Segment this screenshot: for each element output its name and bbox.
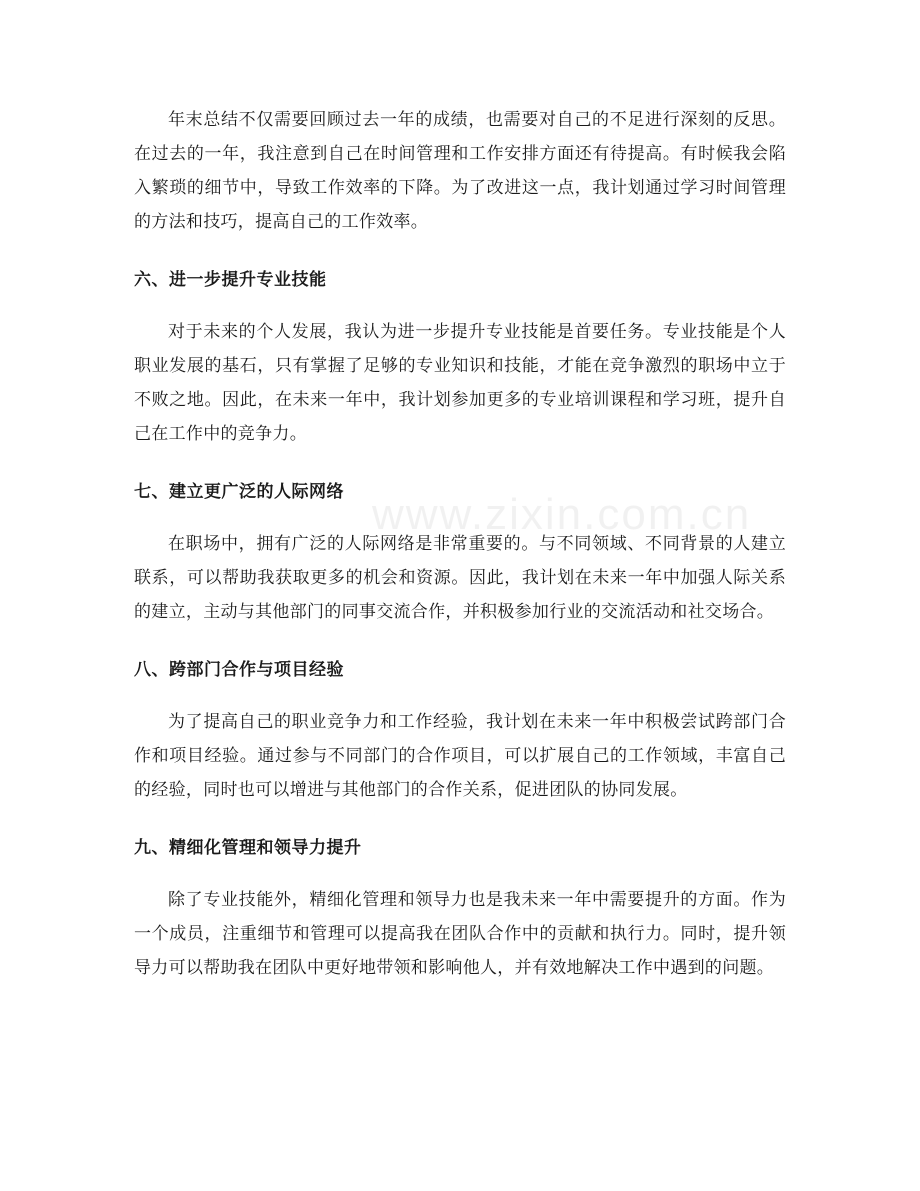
intro-paragraph: 年末总结不仅需要回顾过去一年的成绩，也需要对自己的不足进行深刻的反思。在过去的一年，我注意到自己在时间管理和工作安排方面还有待提高。有时候我会陷入繁琐的细节中，导致工作效率的下降。为了改进这一点，我计划通过学习时间管理的方法和技巧，提高自己的工作效率。 <box>134 110 786 232</box>
section-heading-8: 八、跨部门合作与项目经验 <box>134 660 344 680</box>
section-paragraph-8: 为了提高自己的职业竞争力和工作经验，我计划在未来一年中积极尝试跨部门合作和项目经验。通过参与不同部门的合作项目，可以扩展自己的工作领域，丰富自己的经验，同时也可以增进与其他部门的合作关系，促进团队的协同发展。 <box>134 712 786 800</box>
watermark: www.zixin.com.cn <box>372 490 752 539</box>
section-paragraph-9: 除了专业技能外，精细化管理和领导力也是我未来一年中需要提升的方面。作为一个成员，注重细节和管理可以提高我在团队合作中的贡献和执行力。同时，提升领导力可以帮助我在团队中更好地带领和影响他人，并有效地解决工作中遇到的问题。 <box>134 890 786 978</box>
section-heading-7: 七、建立更广泛的人际网络 <box>134 482 344 502</box>
document-body <box>134 103 786 985</box>
section-heading-6: 六、进一步提升专业技能 <box>134 270 327 290</box>
section-heading-9: 九、精细化管理和领导力提升 <box>134 838 362 858</box>
section-paragraph-6: 对于未来的个人发展，我认为进一步提升专业技能是首要任务。专业技能是个人职业发展的基石，只有掌握了足够的专业知识和技能，才能在竞争激烈的职场中立于不败之地。因此，在未来一年中，我计划参加更多的专业培训课程和学习班，提升自己在工作中的竞争力。 <box>134 322 786 444</box>
section-paragraph-7: 在职场中，拥有广泛的人际网络是非常重要的。与不同领域、不同背景的人建立联系，可以帮助我获取更多的机会和资源。因此，我计划在未来一年中加强人际关系的建立，主动与其他部门的同事交流合作，并积极参加行业的交流活动和社交场合。 <box>134 534 786 622</box>
